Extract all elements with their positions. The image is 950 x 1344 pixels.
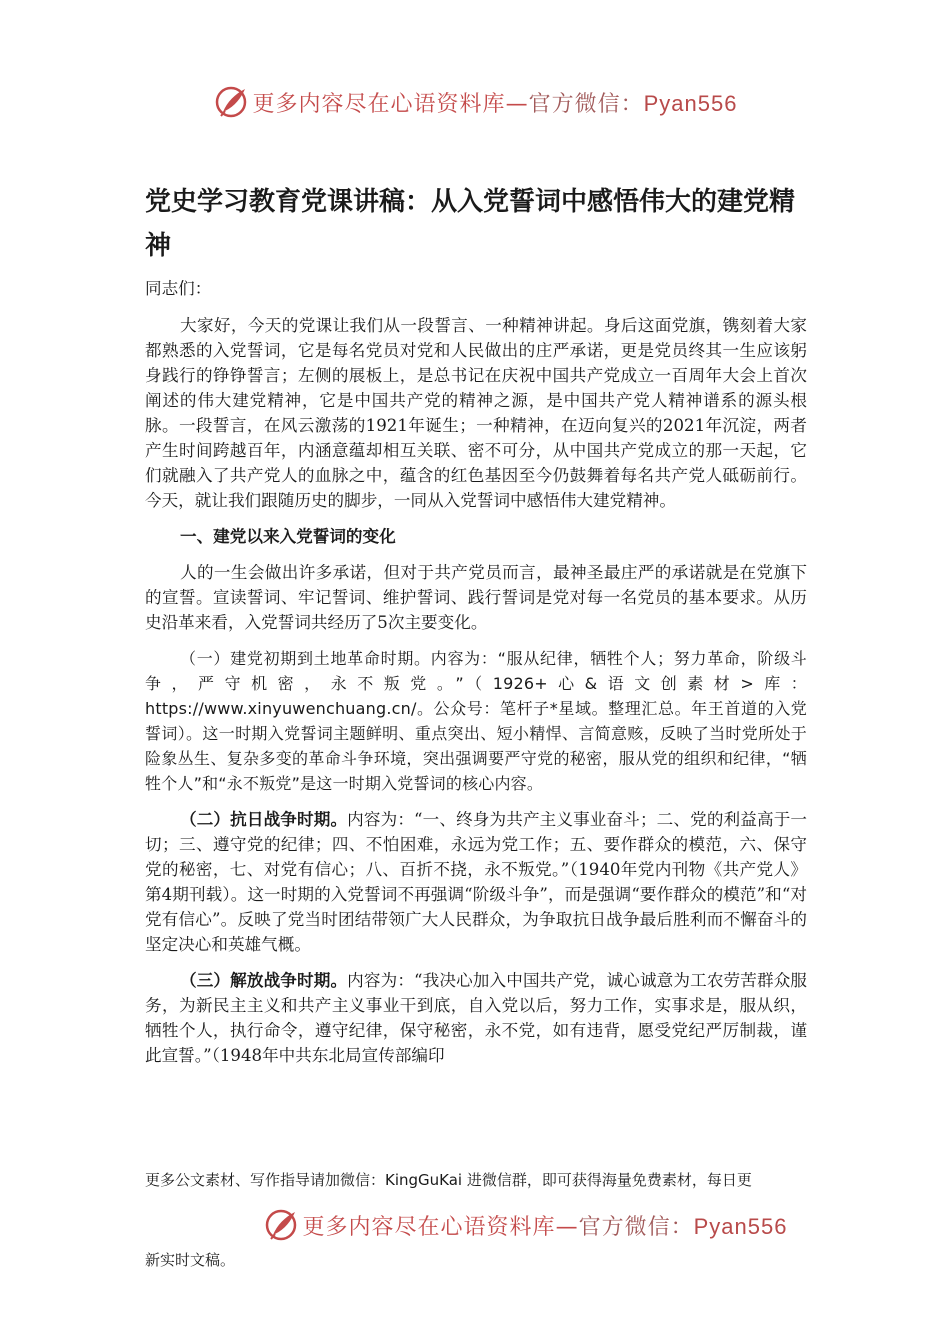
period-3-text: 内容为：“我决心加入中国共产党，诚心诚意为工农劳苦群众服务，为新民主主义和共产主义事业干到底，自入党以后，努力工作，实事求是，服从织，牺牲个人，执行命令，遵守纪律，保守秘密，永不党，如有违背，愿受党纪严厉制裁，谨此宣誓。”（1948年中共东北局宣传部编印	[145, 971, 808, 1065]
greeting: 同志们：	[145, 279, 212, 298]
footer-note: 更多公文素材、写作指导请加微信：KingGuKai 进微信群，即可获得海量免费素材，每日更	[145, 1171, 752, 1189]
document-title: 党史学习教育党课讲稿：从入党誓词中感悟伟大的建党精神	[145, 187, 796, 261]
period-2-text: 内容为：“一、终身为共产主义事业奋斗；二、党的利益高于一切；三、遵守党的纪律；四、不怕困难，永远为党工作；五、要作群众的模范，六、保守党的秘密，七、对党有信心；八、百折不挠，永不叛党。”（1940年党内刊物《共产党人》第4期刊载）。这一时期的入党誓词不再强调“阶级斗争”，而是强调“要作群众的模范”和“对党有信心”。反映了党当时团结带领广大人民群众，为争取抗日战争最后胜利而不懈奋斗的坚定决心和英雄气概。	[145, 810, 808, 954]
footer-banner	[50, 1205, 950, 1245]
section-paragraph: 人的一生会做出许多承诺，但对于共产党员而言，最神圣最庄严的承诺就是在党旗下的宣誓。宣读誓词、牢记誓词、维护誓词、践行誓词是党对每一名党员的基本要求。从历史沿革来看，入党誓词共经历了5次主要变化。	[145, 563, 807, 632]
period-2-paragraph	[145, 807, 807, 957]
quill-logo-icon	[263, 1207, 299, 1243]
banner-text: 更多内容尽在心语资料库—官方微信：Pyan556	[302, 1213, 788, 1240]
quill-logo-icon	[213, 84, 249, 120]
intro-paragraph: 大家好，今天的党课让我们从一段誓言、一种精神讲起。身后这面党旗，镌刻着大家都熟悉的入党誓词，它是每名党员对党和人民做出的庄严承诺，更是党员终其一生应该躬身践行的铮铮誓言；左侧的展板上，是总书记在庆祝中国共产党成立一百周年大会上首次阐述的伟大建党精神，它是中国共产党的精神之源，是中国共产党人精神谱系的源头根脉。一段誓言，在风云激荡的1921年诞生；一种精神，在迈向复兴的2021年沉淀，两者产生时间跨越百年，内涵意蕴却相互关联、密不可分，从中国共产党成立的那一天起，它们就融入了共产党人的血脉之中，蕴含的红色基因至今仍鼓舞着每名共产党人砥砺前行。今天，就让我们跟随历史的脚步，一同从入党誓词中感悟伟大建党精神。	[145, 316, 807, 510]
period-2-label: （二）抗日战争时期。	[180, 810, 348, 829]
footer-tail: 新实时文稿。	[145, 1251, 236, 1269]
banner-text: 更多内容尽在心语资料库—官方微信：Pyan556	[252, 90, 738, 117]
document-body	[145, 180, 807, 1068]
section-heading: 一、建党以来入党誓词的变化	[180, 527, 396, 546]
header-banner	[0, 82, 950, 122]
period-3-paragraph	[145, 968, 807, 1068]
period-3-label: （三）解放战争时期。	[180, 971, 348, 990]
period-1-paragraph: （一）建党初期到土地革命时期。内容为：“服从纪律，牺牲个人；努力革命，阶级斗争，严守机密，永不叛党。”（1926+心&语文创素材>库：https://www.xinyuwenchuang.cn/。公众号：笔杆子*星域。整理汇总。年王首道的入党誓词）。这一时期入党誓词主题鲜明、重点突出、短小精悍、言简意赅，反映了当时党所处于险象丛生、复杂多变的革命斗争环境，突出强调要严守党的秘密，服从党的组织和纪律，“牺牲个人”和“永不叛党”是这一时期入党誓词的核心内容。	[145, 649, 807, 793]
